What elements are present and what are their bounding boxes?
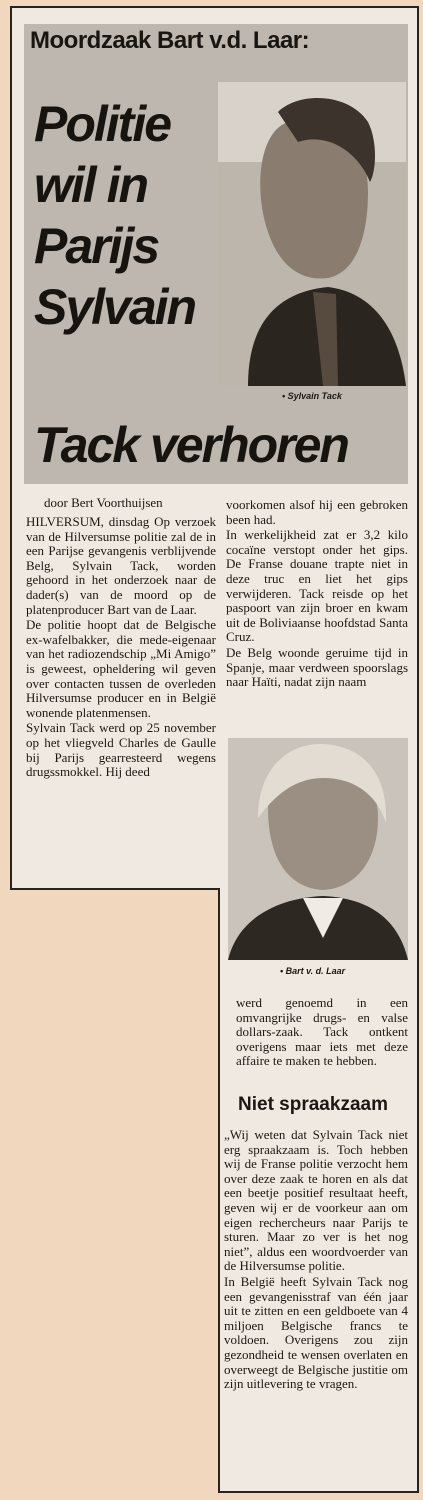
- paragraph: HILVERSUM, dinsdag Op verzoek van de Hilversumse politie zal de in een Parijse gevangenis verblijvende Belg, Sylvain Tack, worden gehoord in het onderzoek naar de dader(s) van de moord op de platenproducer Bart van de Laar.: [26, 514, 216, 617]
- portrait-image: [218, 82, 406, 386]
- photo-caption: • Bart v. d. Laar: [280, 966, 346, 976]
- article-column-2-bottom: [224, 1128, 408, 1392]
- paragraph: „Wij weten dat Sylvain Tack niet erg spraakzaam is. Toch hebben wij de Franse politie verzocht hem over deze zaak te horen en als dat een beetje positief resultaat heeft, geven wij er de voorkeur aan om eigen rechercheurs naar Parijs te sturen. Maar zo ver is het nog niet”, aldus een woordvoerder van de Hilversumse politie.: [224, 1127, 408, 1274]
- headline-line: wil in: [34, 157, 147, 213]
- byline: door Bert Voorthuijsen: [44, 495, 163, 510]
- photo-caption: • Sylvain Tack: [282, 391, 342, 401]
- paragraph: Sylvain Tack werd op 25 november op het vliegveld Charles de Gaulle bij Parijs gearresteerd wegens drugssmokkel. Hij deed: [26, 720, 216, 780]
- headline: [34, 94, 224, 338]
- subheading: Niet spraakzaam: [238, 1094, 388, 1115]
- paragraph: In België heeft Sylvain Tack nog een gevangenisstraf van één jaar uit te zitten en een geldboete van 4 miljoen Belgische francs te voldoen. Overigens zou zijn gezondheid te wensen overlaten en overweegt de Belgische justitie om zijn uitlevering te vragen.: [224, 1273, 408, 1392]
- article-column-2-top: [226, 498, 408, 690]
- headline-line: Politie: [34, 96, 171, 152]
- article-column-2-mid: [236, 996, 408, 1069]
- headline-line: Parijs: [34, 218, 159, 274]
- photo-bart-vd-laar: [228, 738, 408, 960]
- paragraph: In werkelijkheid zat er 3,2 kilo cocaïne verstopt onder het gips. De Franse douane trapte niet in deze truc en liet het gips verwijderen. Tack reisde op het paspoort van zijn broer en kwam uit de Boliviaanse hoofdstad Santa Cruz.: [226, 527, 408, 645]
- kicker: Moordzaak Bart v.d. Laar:: [30, 27, 310, 54]
- paragraph: werd genoemd in een omvangrijke drugs- en valse dollars-zaak. Tack ontkent overigens maar iets met deze affaire te maken te hebben.: [236, 995, 408, 1069]
- headline-line: Sylvain: [34, 279, 196, 335]
- paragraph: De politie hoopt dat de Belgische ex-wafelbakker, die mede-eigenaar van het radiozendschip „Mi Amigo” is geweest, opheldering wil geven over contacten tussen de overleden Hilversumse producer en in België wonende platenmensen.: [26, 617, 216, 720]
- headline-line: Tack verhoren: [34, 417, 348, 473]
- article-column-1: [26, 515, 216, 780]
- portrait-image: [228, 738, 408, 960]
- clipping-border: [10, 888, 220, 890]
- paragraph: voorkomen alsof hij een gebroken been had.: [226, 497, 408, 527]
- photo-sylvain-tack: [218, 82, 406, 386]
- paragraph: De Belg woonde geruime tijd in Spanje, maar verdween spoorslags naar Haïti, nadat zijn naam: [226, 644, 408, 690]
